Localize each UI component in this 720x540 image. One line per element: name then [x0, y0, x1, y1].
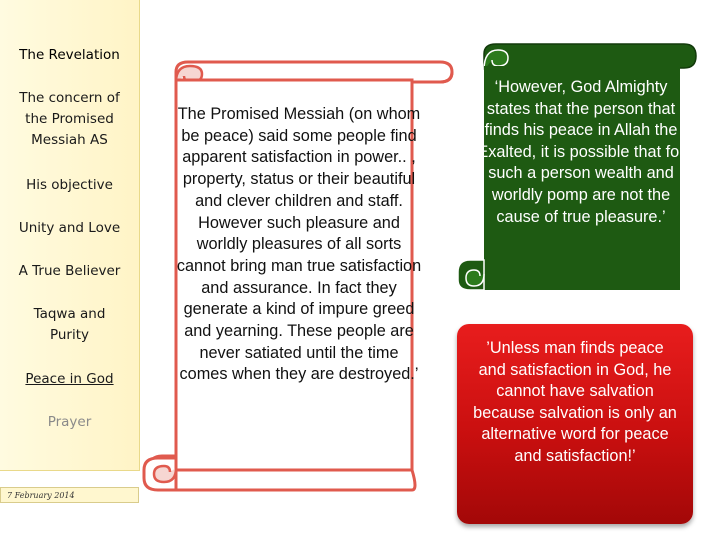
nav-item-taqwa-purity[interactable]: Taqwa and Purity — [33, 306, 106, 343]
green-scroll-quote-text: ‘However, God Almighty states that the person that finds his peace in Allah the Exalted, it is possible that for such a person wealth and worldly pomp are not the cause of true pleasure.’ — [477, 78, 685, 226]
nav-item-prayer[interactable]: Prayer — [47, 414, 92, 430]
nav-item-the-revelation[interactable]: The Revelation — [19, 47, 120, 63]
nav-item-his-objective[interactable]: His objective — [26, 177, 113, 193]
sidebar-nav — [0, 0, 140, 471]
green-scroll-quote-box — [452, 40, 698, 295]
red-quote-box — [457, 324, 693, 524]
nav-item-true-believer[interactable]: A True Believer — [18, 263, 121, 279]
red-quote-text: ’Unless man finds peace and satisfaction in God, he cannot have salvation because salvation is only an alternative word for peace and satisfaction!’ — [473, 339, 677, 465]
nav-item-concern[interactable]: The concern of the Promised Messiah AS — [19, 90, 120, 148]
scroll-quote-text: The Promised Messiah (on whom be peace) said some people find apparent satisfaction in power.. , property, status or their beautiful and clever children and staff. However such pleasure and worldly pleasures of all sorts cannot bring man true satisfaction and assurance. In fact they generate a kind of impure greed and yearning. These people are never satiated until the time comes when they are destroyed.’ — [176, 105, 422, 384]
nav-item-unity-and-love[interactable]: Unity and Love — [18, 220, 121, 236]
scroll-quote-box — [140, 58, 456, 498]
nav-item-peace-in-god[interactable]: Peace in God — [25, 371, 114, 387]
footer-date: 7 February 2014 — [0, 487, 139, 503]
